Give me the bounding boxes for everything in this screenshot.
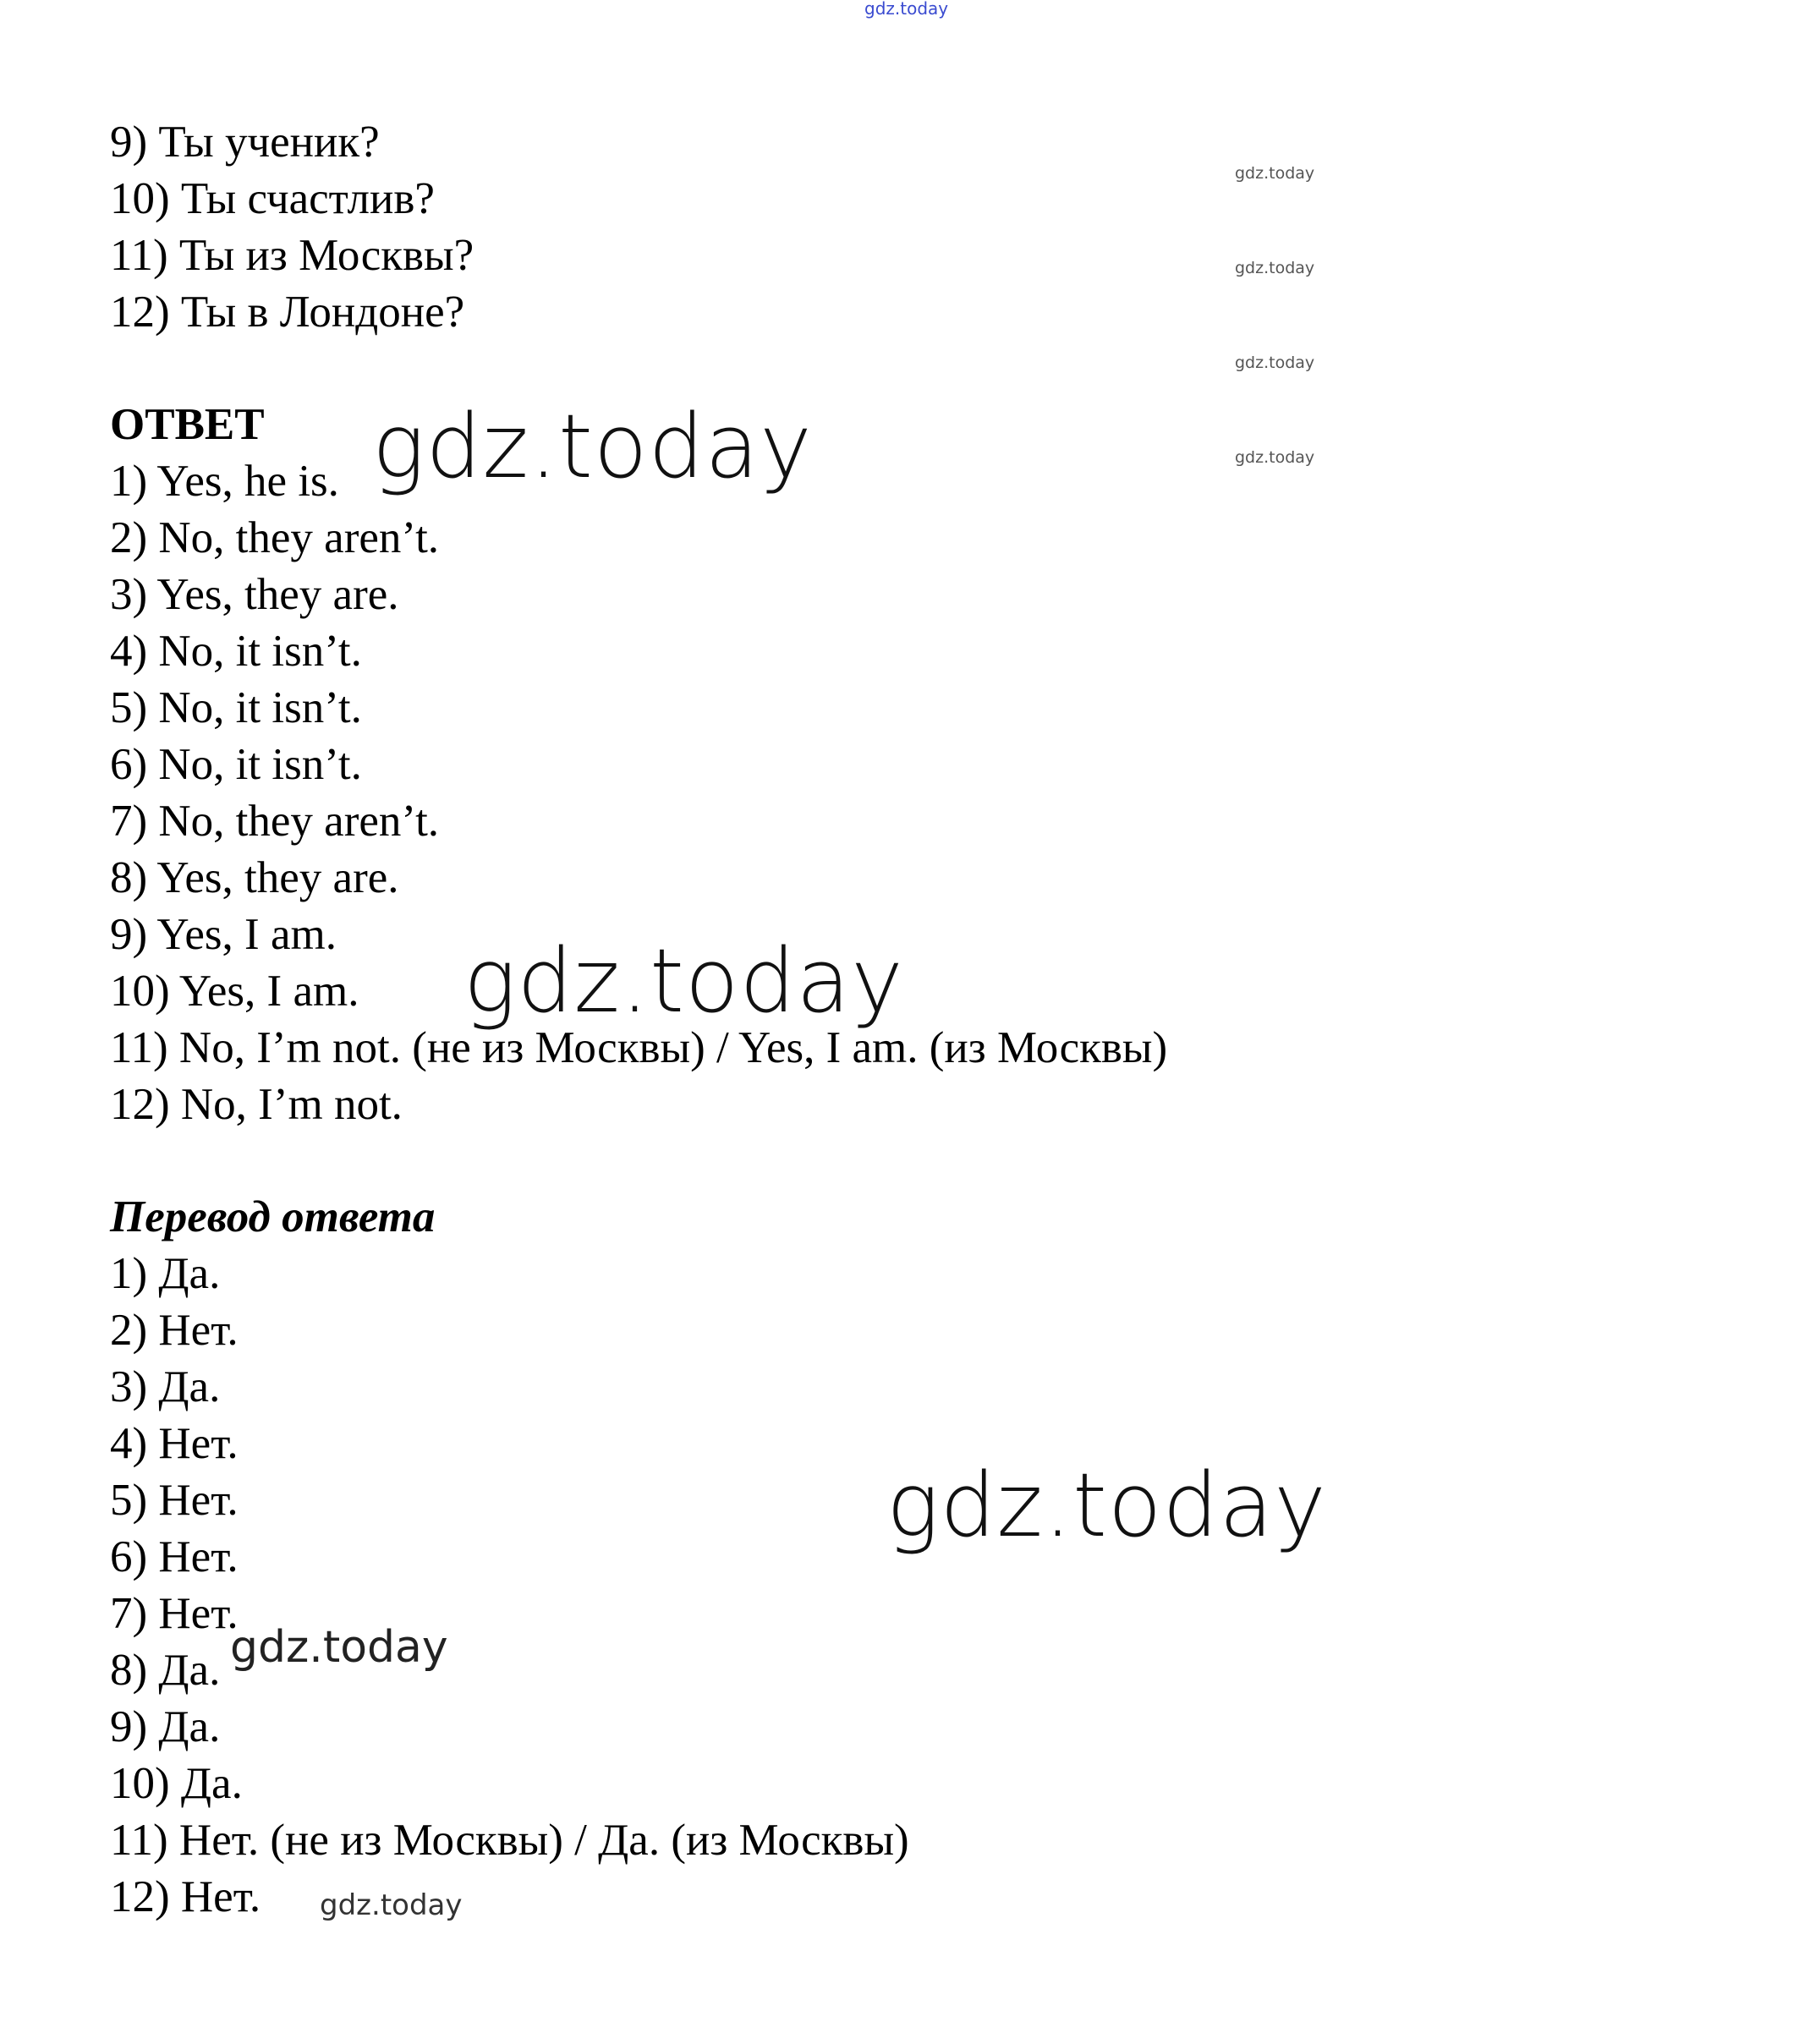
translation-line: 3) Да. [110, 1362, 221, 1411]
answer-line: 4) No, it isn’t. [110, 627, 362, 676]
watermark-top: gdz.today [864, 0, 949, 19]
question-line: 11) Ты из Москвы? [110, 231, 474, 280]
answer-line: 1) Yes, he is. [110, 457, 339, 506]
watermark-large-1: gdz.today [372, 395, 813, 498]
answer-line: 3) Yes, they are. [110, 570, 399, 619]
translation-line: 2) Нет. [110, 1306, 239, 1355]
answer-line: 12) No, I’m not. [110, 1080, 403, 1129]
translation-heading: Перевод ответа [110, 1192, 436, 1241]
watermark-small-2: gdz.today [1235, 259, 1315, 277]
question-line: 10) Ты счастлив? [110, 174, 435, 223]
translation-line: 8) Да. [110, 1646, 221, 1695]
translation-line: 4) Нет. [110, 1419, 239, 1468]
translation-line: 7) Нет. [110, 1589, 239, 1638]
watermark-medium: gdz.today [230, 1622, 448, 1673]
watermark-bottom: gdz.today [320, 1888, 463, 1922]
translation-line: 5) Нет. [110, 1476, 239, 1525]
translation-line: 1) Да. [110, 1249, 221, 1298]
watermark-small-3: gdz.today [1235, 353, 1315, 372]
answer-line: 5) No, it isn’t. [110, 683, 362, 732]
translation-line: 6) Нет. [110, 1532, 239, 1581]
answer-line: 10) Yes, I am. [110, 967, 359, 1016]
question-line: 12) Ты в Лондоне? [110, 288, 465, 337]
translation-line: 9) Да. [110, 1702, 221, 1751]
answer-line: 9) Yes, I am. [110, 910, 337, 959]
translation-line: 12) Нет. [110, 1872, 261, 1921]
answer-line: 7) No, they aren’t. [110, 797, 440, 846]
answer-line: 2) No, they aren’t. [110, 513, 440, 562]
watermark-small-4: gdz.today [1235, 448, 1315, 467]
answer-line: 11) No, I’m not. (не из Москвы) / Yes, I am. (из Москвы) [110, 1023, 1168, 1072]
answer-line: 6) No, it isn’t. [110, 740, 362, 789]
translation-line: 10) Да. [110, 1759, 243, 1808]
answer-line: 8) Yes, they are. [110, 853, 399, 902]
question-line: 9) Ты ученик? [110, 118, 380, 167]
translation-line: 11) Нет. (не из Москвы) / Да. (из Москвы) [110, 1816, 909, 1865]
watermark-small-1: gdz.today [1235, 164, 1315, 183]
watermark-large-3: gdz.today [886, 1454, 1327, 1557]
watermark-large-2: gdz.today [463, 929, 904, 1033]
answer-heading: ОТВЕТ [110, 400, 265, 449]
